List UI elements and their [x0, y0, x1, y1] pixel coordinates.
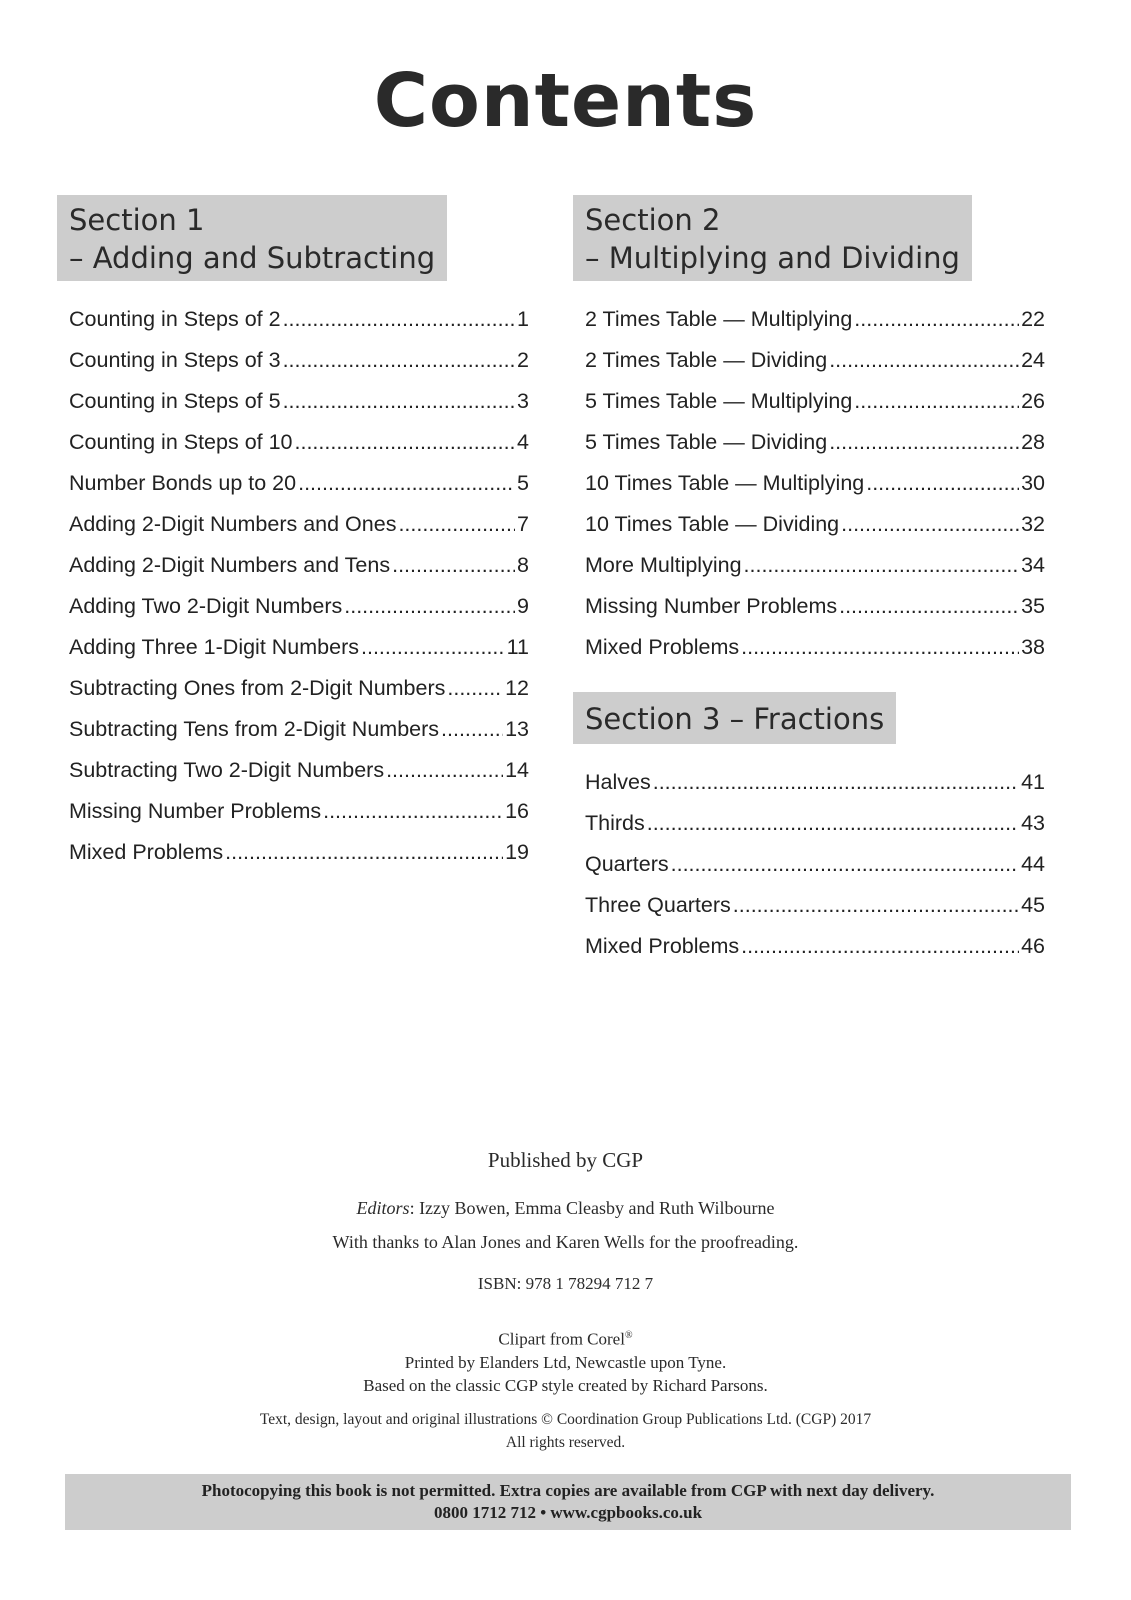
section-2-heading-line1: Section 2 [585, 203, 721, 237]
toc-entry [69, 832, 529, 873]
notice-line2: 0800 1712 712 • www.cgpbooks.co.uk [433, 1503, 703, 1522]
dot-leader [283, 381, 515, 422]
dot-leader [866, 463, 1019, 504]
toc-entry-label: Three Quarters [585, 893, 731, 917]
toc-entry [585, 340, 1045, 381]
toc-entry [69, 750, 529, 791]
dot-leader [441, 709, 503, 750]
toc-entry [585, 586, 1045, 627]
toc-entry-label: 2 Times Table — Multiplying [585, 307, 853, 331]
dot-leader [361, 627, 505, 668]
toc-entry-page: 24 [1021, 348, 1045, 372]
section-3-entries [573, 762, 1045, 967]
notice-line1: Photocopying this book is not permitted. Extra copies are available from CGP with next day delivery. [201, 1481, 935, 1500]
dot-leader [283, 299, 515, 340]
page-title: Contents [373, 58, 758, 144]
section-3-block [573, 692, 1045, 967]
rights-line: All rights reserved. [505, 1434, 626, 1451]
editors-line [0, 1198, 1131, 1219]
toc-entry-label: Thirds [585, 811, 645, 835]
toc-entry-page: 8 [517, 553, 529, 577]
toc-entry-page: 44 [1021, 852, 1045, 876]
toc-entry-label: Subtracting Two 2-Digit Numbers [69, 758, 385, 782]
toc-entry [69, 709, 529, 750]
toc-entry-label: Counting in Steps of 3 [69, 348, 281, 372]
section-1-entries [57, 299, 529, 873]
toc-entry-page: 46 [1021, 934, 1045, 958]
toc-entry-label: 5 Times Table — Multiplying [585, 389, 853, 413]
toc-entry-page: 38 [1021, 635, 1045, 659]
toc-entry [69, 504, 529, 545]
dot-leader [323, 791, 503, 832]
toc-entry-page: 11 [506, 635, 529, 659]
toc-entry-label: Mixed Problems [69, 840, 224, 864]
toc-entry-label: Adding 2-Digit Numbers and Ones [69, 512, 397, 536]
toc-entry-page: 16 [505, 799, 529, 823]
toc-entry [69, 340, 529, 381]
toc-entry [69, 545, 529, 586]
toc-entry [69, 627, 529, 668]
section-1-heading-line2: – Adding and Subtracting [69, 241, 436, 275]
toc-entry [585, 463, 1045, 504]
copyright-block [0, 1408, 1131, 1454]
toc-entry-page: 43 [1021, 811, 1045, 835]
toc-entry-label: Subtracting Ones from 2-Digit Numbers [69, 676, 446, 700]
toc-entry-page: 30 [1021, 471, 1045, 495]
toc-entry-page: 34 [1021, 553, 1045, 577]
dot-leader [741, 926, 1019, 967]
section-3-heading [573, 692, 896, 744]
toc-entry-page: 13 [505, 717, 529, 741]
toc-entry [585, 299, 1045, 340]
section-2-column [573, 195, 1045, 967]
printed-line: Printed by Elanders Ltd, Newcastle upon Tyne. [404, 1352, 727, 1372]
thanks-line: With thanks to Alan Jones and Karen Wells for the proofreading. [332, 1232, 799, 1252]
toc-entry [585, 381, 1045, 422]
toc-entry-label: Missing Number Problems [69, 799, 322, 823]
toc-entry-page: 2 [517, 348, 529, 372]
editors-label: Editors [356, 1198, 410, 1218]
dot-leader [225, 832, 503, 873]
toc-entry-label: Subtracting Tens from 2-Digit Numbers [69, 717, 440, 741]
copyright-line: Text, design, layout and original illustrations © Coordination Group Publications Ltd. (CGP) 2017 [259, 1411, 872, 1428]
dot-leader [392, 545, 515, 586]
toc-entry-label: 5 Times Table — Dividing [585, 430, 828, 454]
toc-entry-page: 3 [517, 389, 529, 413]
toc-entry-page: 1 [517, 307, 529, 331]
toc-entry-page: 12 [505, 676, 529, 700]
dot-leader [829, 340, 1019, 381]
toc-entry-page: 5 [517, 471, 529, 495]
dot-leader [447, 668, 503, 709]
dot-leader [647, 803, 1019, 844]
based-line: Based on the classic CGP style created by Richard Parsons. [363, 1375, 768, 1395]
toc-entry [585, 926, 1045, 967]
toc-entry-page: 45 [1021, 893, 1045, 917]
dot-leader [839, 586, 1019, 627]
toc-entry [585, 762, 1045, 803]
toc-entry-label: Adding Three 1-Digit Numbers [69, 635, 359, 659]
dot-leader [386, 750, 503, 791]
editors-names: : Izzy Bowen, Emma Cleasby and Ruth Wilbourne [409, 1198, 775, 1218]
dot-leader [829, 422, 1019, 463]
toc-entry-label: Mixed Problems [585, 934, 740, 958]
dot-leader [344, 586, 515, 627]
section-2-heading-line2: – Multiplying and Dividing [585, 241, 960, 275]
published-by: Published by CGP [487, 1148, 644, 1172]
toc-entry-page: 41 [1021, 770, 1045, 794]
dot-leader [295, 422, 516, 463]
dot-leader [398, 504, 515, 545]
isbn-line: ISBN: 978 1 78294 712 7 [477, 1274, 654, 1293]
section-1-column [57, 195, 529, 873]
toc-entry-label: Counting in Steps of 10 [69, 430, 293, 454]
toc-entry-page: 7 [517, 512, 529, 536]
toc-entry-label: 2 Times Table — Dividing [585, 348, 828, 372]
toc-entry-page: 14 [505, 758, 529, 782]
registered-mark: ® [624, 1330, 633, 1341]
toc-entry-label: Mixed Problems [585, 635, 740, 659]
toc-entry-page: 19 [505, 840, 529, 864]
dot-leader [671, 844, 1019, 885]
section-3-heading-text: Section 3 – Fractions [585, 702, 885, 736]
clipart-line [0, 1324, 1131, 1351]
toc-entry-page: 32 [1021, 512, 1045, 536]
section-2-heading [573, 195, 972, 281]
toc-entry [69, 299, 529, 340]
toc-entry-label: 10 Times Table — Dividing [585, 512, 840, 536]
dot-leader [298, 463, 515, 504]
dot-leader [841, 504, 1019, 545]
section-2-entries [573, 299, 1045, 668]
section-1-heading-line1: Section 1 [69, 203, 205, 237]
toc-entry [585, 844, 1045, 885]
toc-entry-label: Halves [585, 770, 651, 794]
toc-entry-page: 9 [517, 594, 529, 618]
toc-entry-page: 4 [517, 430, 529, 454]
toc-entry [69, 381, 529, 422]
dot-leader [854, 299, 1019, 340]
toc-entry-page: 22 [1021, 307, 1045, 331]
toc-entry [69, 463, 529, 504]
toc-entry [585, 545, 1045, 586]
toc-entry [585, 885, 1045, 926]
photocopy-notice-bar [65, 1474, 1071, 1530]
toc-entry-label: More Multiplying [585, 553, 742, 577]
dot-leader [741, 627, 1019, 668]
toc-entry-page: 28 [1021, 430, 1045, 454]
toc-entry-label: Quarters [585, 852, 669, 876]
toc-entry [69, 586, 529, 627]
toc-entry [585, 627, 1045, 668]
toc-entry-page: 26 [1021, 389, 1045, 413]
section-1-heading [57, 195, 447, 281]
dot-leader [733, 885, 1019, 926]
dot-leader [744, 545, 1020, 586]
clipart-text: Clipart from Corel [498, 1329, 625, 1349]
toc-entry-label: Adding Two 2-Digit Numbers [69, 594, 343, 618]
toc-entry [585, 422, 1045, 463]
credits-block [0, 1324, 1131, 1397]
dot-leader [653, 762, 1019, 803]
toc-entry-page: 35 [1021, 594, 1045, 618]
toc-entry [69, 422, 529, 463]
toc-entry [585, 803, 1045, 844]
toc-entry [69, 791, 529, 832]
toc-entry-label: Missing Number Problems [585, 594, 838, 618]
toc-entry-label: Counting in Steps of 2 [69, 307, 281, 331]
toc-entry-label: 10 Times Table — Multiplying [585, 471, 865, 495]
toc-entry [69, 668, 529, 709]
toc-entry-label: Number Bonds up to 20 [69, 471, 297, 495]
dot-leader [283, 340, 515, 381]
toc-entry-label: Counting in Steps of 5 [69, 389, 281, 413]
toc-entry-label: Adding 2-Digit Numbers and Tens [69, 553, 391, 577]
toc-entry [585, 504, 1045, 545]
dot-leader [854, 381, 1019, 422]
